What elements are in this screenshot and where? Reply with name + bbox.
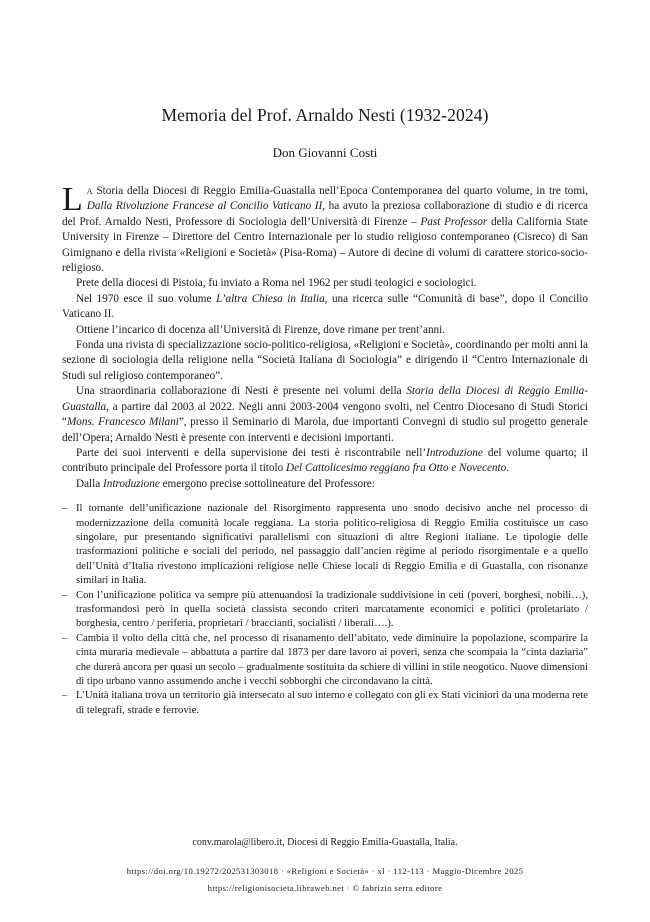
list-item-text: L’Unità italiana trova un territorio già intersecato al suo interno e collegato con gli ex Stati viciniori da una moderna rete di telegrafi, strade e ferrovie. (76, 690, 588, 716)
list-item (62, 632, 588, 690)
list-item (62, 589, 588, 632)
p6-text-a: Una straordinaria collaborazione di Nesti è presente nei volumi della (76, 385, 407, 398)
p7-text-c: . (506, 462, 510, 475)
intro-italic-title: Dalla Rivoluzione Francese al Concilio Vaticano II (86, 200, 323, 213)
paragraph-5: Fonda una rivista di specializzazione socio-politico-religiosa, «Religioni e Società», coordinando per molti anni la sezione di sociologia della religione nella “Società Italiana di Sociologia” e dirigendo il “Centro Internazionale di Studi sul religioso contemporaneo”. (62, 339, 588, 382)
article-author: Don Giovanni Costi (272, 145, 378, 160)
p8-text-b: emergono precise sottolineature del Professore: (159, 477, 375, 490)
article-title: Memoria del Prof. Arnaldo Nesti (1932-2024) (161, 105, 489, 125)
intro-smallcaps: a (86, 185, 93, 197)
p6-text-c: ”, presso il Seminario di Marola, due importanti Convegni di studio sul progetto generale dell’Opera; Arnaldo Nesti è presente con interventi e decisioni importanti. (62, 416, 588, 444)
p8-italic: Introduzione (103, 477, 160, 490)
paragraph-8 (62, 477, 588, 492)
bullet-list (62, 502, 588, 718)
intro-text-c: della California State University in Firenze – Direttore del Centro Internazionale per lo studio religioso contemporaneo (Cisreco) di San Gimignano e della rivista «Religioni e Società» (Pisa-Roma) – Autore di decine di volumi di carattere storico-socio-religioso. (62, 215, 588, 275)
p7-italic-a: Introduzione (426, 446, 483, 459)
p7-text-a: Parte dei suoi interventi e della supervisione dei testi è riscontrabile nell’ (76, 446, 427, 459)
paragraph-6 (62, 384, 588, 446)
p3-text-a: Nel 1970 esce il suo volume (76, 292, 216, 305)
dash-bullet: – (62, 690, 68, 702)
dash-bullet: – (62, 589, 68, 601)
paragraph-7 (62, 446, 588, 477)
publisher-line: https://religionisocieta.libraweb.net · © fabrizio serra editore (207, 883, 443, 893)
intro-text-a: Storia della Diocesi di Reggio Emilia-Guastalla nell’Epoca Contemporanea del quarto volume, in tre tomi, (92, 185, 588, 197)
dash-bullet: – (62, 632, 68, 644)
list-item-text: Cambia il volto della città che, nel processo di risanamento dell’abitato, vede diminuire la popolazione, scomparire la cinta muraria medievale – abbattuta a partire dal 1873 per dare lavoro ai poveri, senza che scompaia la “cinta daziaria” che durerà ancora per quasi un secolo – gradualmente sostituita da schiere di villini in stile neogotico. Nuove dimensioni di tipo urbano vanno assumendo anche i vecchi sobborghi che circondavano la città. (76, 632, 588, 687)
doi-line: https://doi.org/10.19272/202531303018 · «Religioni e Società» · xl · 112-113 · Maggio-Dicembre 2025 (126, 866, 524, 876)
list-item (62, 502, 588, 588)
p8-text-a: Dalla (76, 477, 104, 490)
p6-italic-a: Storia della Diocesi di Reggio Emilia-Guastalla (62, 385, 588, 413)
dash-bullet: – (62, 503, 68, 515)
author-footnote: conv.marola@libero.it, Diocesi di Reggio Emilia-Guastalla, Italia. (192, 837, 458, 848)
intro-text-b: , ha avuto la preziosa collaborazione di studio e di ricerca del Prof. Arnaldo Nesti, Professore di Sociologia dell’Università di Firenze – (62, 200, 589, 228)
paragraph-4: Ottiene l’incarico di docenza all’Università di Firenze, dove rimane per trent’anni. (76, 323, 446, 336)
p7-text-b: del volume quarto; il contributo principale del Professore porta il titolo (62, 446, 588, 475)
p7-italic-b: Del Cattolicesimo reggiano fra Otto e Novecento (286, 462, 507, 475)
list-item-text: Con l’unificazione politica va sempre più attenuandosi la tradizionale suddivisione in ceti (poveri, borghesi, nobili…), trasformandosi però in quella società classista secondo criteri marcatamente economici e politici (proletariato / borghesia, centro / periferia, proprietari / braccianti, socialisti / liberali….). (76, 589, 588, 630)
list-item (62, 689, 588, 718)
p3-italic: L’altra Chiesa in Italia (215, 292, 325, 305)
intro-italic-role: Past Professor (420, 215, 488, 228)
drop-cap: L (62, 181, 83, 218)
paragraph-3 (62, 292, 588, 323)
list-item-text: Il tornante dell’unificazione nazionale del Risorgimento rappresenta uno snodo decisivo anche nel processo di modernizzazione della comunità locale reggiana. La storia politico-religiosa di Reggio Emilia costituisce un caso singolare, pur presentando significativi parallelismi con situazioni di altre Regioni italiane. Le tipologie delle trasformazioni politiche e sociali del periodo, nel passaggio dall’ancien régime al periodo risorgimentale e a quello dell’Unità d’Italia rivestono implicazioni religiose nelle Chiese locali di Reggio Emilia e di Guastalla, con risonanze similari in Italia. (76, 503, 588, 587)
article-body (62, 181, 589, 718)
paragraph-2: Prete della diocesi di Pistoia, fu inviato a Roma nel 1962 per studi teologici e sociologici. (76, 277, 477, 290)
p3-text-b: , una ricerca sulle “Comunità di base”, dopo il Concilio Vaticano II. (62, 292, 588, 321)
paragraph-intro (62, 181, 589, 276)
p6-text-b: , a partire dal 2003 al 2022. Negli anni 2003-2004 vengono svolti, nel Centro Diocesano di Studi Storici “ (62, 400, 588, 429)
p6-italic-b: Mons. Francesco Milani (66, 416, 179, 429)
